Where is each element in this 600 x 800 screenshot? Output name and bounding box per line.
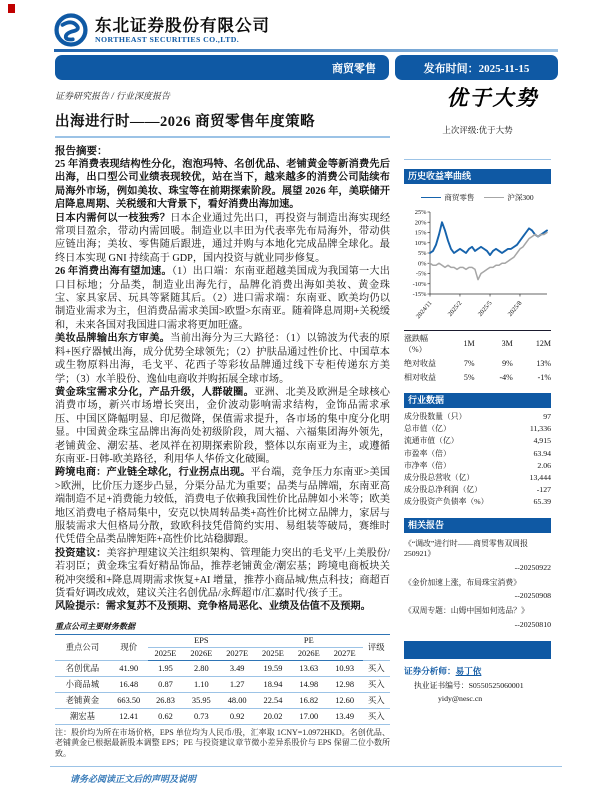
- section-banner-returns: 历史收益率曲线: [404, 169, 551, 184]
- legend-entry: 商贸零售: [421, 192, 474, 203]
- col-header: 2026E: [190, 649, 213, 659]
- svg-text:20%: 20%: [414, 219, 427, 227]
- last-rating: 上次评级:优于大势: [442, 125, 513, 135]
- chart-legend: [404, 192, 551, 203]
- svg-text:2025/2: 2025/2: [446, 299, 464, 318]
- col-header: 2025E: [154, 649, 177, 659]
- col-header: 2025E: [262, 649, 284, 659]
- main-column: [55, 110, 390, 760]
- related-report-link[interactable]: 《双周专题：山姆中国如何选品？》: [404, 606, 529, 616]
- list-item: 成分股总净利润（亿） -127: [404, 485, 551, 495]
- company-name-cn: 东北证券股份有限公司: [95, 15, 270, 35]
- legend-swatch: [421, 197, 441, 198]
- svg-text:-5%: -5%: [415, 270, 427, 278]
- analyst-name-link[interactable]: 易丁依: [455, 665, 482, 676]
- brand: [54, 13, 270, 47]
- publish-date-label: 发布时间：2025-11-15: [423, 62, 530, 75]
- table-note: 注：股价均为所在市场价格，EPS 单位均为人民币/股，汇率取 1CNY=1.0972HKD。名创优品、老铺黄金已根据最新股本调整 EPS；PE 与投资建议章节微小差异系股价与 EPS 保留二位小数所致。: [55, 727, 390, 758]
- col-header: 现价: [110, 634, 148, 660]
- related-report: [404, 578, 551, 601]
- corner-mark: [8, 4, 15, 13]
- list-item: 总市值（亿） 11,336: [404, 424, 551, 434]
- col-header: 2027E: [333, 649, 356, 659]
- col-group-pe: PE: [255, 634, 362, 647]
- breadcrumb: 证券研究报告 / 行业深度报告: [55, 91, 171, 101]
- list-item: 成分股数量（只） 97: [404, 412, 551, 421]
- table-row: 潮宏基 12.41 0.62 0.73 0.92 20.02 17.00 13.49 买入: [55, 708, 390, 724]
- company-name-en: NORTHEAST SECURITIES CO.,LTD.: [95, 34, 240, 44]
- summary-paragraph: 投资建议：美容护理建议关注组织架构、管理能力突出的毛戈平/上美股份/若羽臣；黄金珠宝看好精品饰品，推荐老铺黄金/潮宏基；跨境电商板块关税冲突缓和+降息周期需求恢复+AI 增量，推荐小商品城/焦点科技；商超百货看好调改成效，建议关注名创优品/永辉超市/汇嘉时代/孩子王。: [55, 547, 390, 599]
- list-item: 成分股资产负债率（%） 65.39: [404, 497, 551, 507]
- related-report-date: --20250908: [514, 591, 551, 601]
- sidebar-divider: [404, 159, 551, 160]
- related-report-link[interactable]: 《金价加速上涨，布局珠宝消费》: [404, 577, 521, 587]
- table-row: 小商品城 16.48 0.87 1.10 1.27 18.94 14.98 12.98 买入: [55, 676, 390, 692]
- list-item: 市净率（倍） 2.06: [404, 460, 551, 470]
- col-group-eps: EPS: [148, 634, 255, 647]
- col-header: 评级: [363, 634, 390, 660]
- rating-badge: 优于大势: [446, 86, 539, 110]
- section-banner-analyst: [404, 641, 551, 659]
- svg-text:-15%: -15%: [412, 291, 427, 299]
- related-report: [404, 539, 551, 572]
- table-row: 名创优品 41.90 1.95 2.80 3.49 19.59 13.63 10.93 买入: [55, 660, 390, 676]
- summary-paragraph: 日本内需何以一枝独秀？日本企业通过先出口，再投资与制造出海实现经常项目盈余，带动内需回暖。制造业以丰田为代表率先布局海外，带动供应链出海；美妆、零售随后跟进，通过并购与本地化完成品牌全球化。最终日本实现 GNI 持续高于 GDP，国内投资与就业同步修复。: [55, 212, 391, 264]
- analyst-name-line: 证券分析师：易丁依: [404, 665, 482, 676]
- svg-text:5%: 5%: [417, 250, 427, 258]
- footer-divider: [50, 766, 562, 767]
- svg-text:2025/5: 2025/5: [476, 299, 494, 318]
- list-item: 流通市值（亿） 4,915: [404, 436, 551, 446]
- svg-text:2024/11: 2024/11: [414, 299, 434, 321]
- table-row: 老铺黄金 663.50 26.83 35.95 48.00 22.54 16.82 12.60 买入: [55, 692, 390, 708]
- summary-label: 报告摘要：: [55, 146, 108, 157]
- industry-tag-pill: [55, 55, 389, 80]
- related-report-link[interactable]: 《“调改”进行时——商贸零售双周报 250921》: [404, 538, 528, 559]
- svg-text:15%: 15%: [414, 229, 427, 237]
- col-header: 2026E: [297, 649, 320, 659]
- summary-paragraph: 25 年消费表现结构性分化，泡泡玛特、名创优品、老铺黄金等新消费先后出海，出口型公司业绩表现较优，站在当下，越来越多的消费公司陆续布局海外市场，例如美妆、珠宝等在前期探索阶段。展望 2026 年，美联储开启降息周期、关税缓和大背景下，看好消费出海加速。: [55, 159, 390, 211]
- performance-table: 涨跌幅（%） 1M 3M 12M 绝对收益 7% 9% 13% 相对收益 5% -4% -1%: [404, 330, 551, 384]
- summary-paragraph: 26 年消费出海有望加速。（1）出口端：东南亚超越美国成为我国第一大出口目标地；分品类，制造业出海先行，品牌化消费出海如美妆、黄金珠宝、家具家居、玩具等紧随其后。（2）进口需求端：东南亚、欧美均仍以制造业需求为主，但消费品需求美国>欧盟>东南亚。随着降息周期+关税缓和，未来各国对我国进口需求将更加旺盛。: [55, 266, 390, 331]
- analyst-license: 执业证书编号：S0550525060001: [414, 680, 524, 690]
- table-row: 绝对收益 7% 9% 13%: [404, 358, 551, 368]
- publish-date-pill: [395, 55, 558, 80]
- svg-text:0%: 0%: [417, 260, 427, 268]
- svg-text:25%: 25%: [414, 209, 427, 217]
- list-item: 市盈率（倍） 63.94: [404, 448, 551, 458]
- section-banner-industry-data: 行业数据: [404, 393, 551, 408]
- svg-text:2025/8: 2025/8: [506, 299, 524, 318]
- related-report-date: --20250810: [514, 619, 551, 629]
- page-title: 出海进行时——2026 商贸零售年度策略: [55, 110, 390, 138]
- related-report-date: --20250922: [514, 562, 551, 572]
- section-banner-related-reports: 相关报告: [404, 518, 551, 533]
- summary-paragraph: 美妆品牌输出东方审美。当前出海分为三大路径：（1）以锦波为代表的原料+医疗器械出海，成分优势全球领先；（2）护肤品通过性价比、中国草本或生物原料出海，毛戈平、花西子等彩妆品牌通过线下专柜传递东方美学；（3）水羊股份、逸仙电商收并购拓展全球市场。: [55, 333, 390, 385]
- svg-text:10%: 10%: [414, 239, 427, 247]
- company-logo-icon: [54, 13, 88, 47]
- industry-tag-label: 商贸零售: [332, 62, 376, 75]
- sidebar: [404, 120, 551, 703]
- svg-text:-10%: -10%: [412, 280, 427, 288]
- table-row: 相对收益 5% -4% -1%: [404, 372, 551, 382]
- legend-swatch: [484, 197, 504, 198]
- list-item: 成分股总营收（亿） 13,444: [404, 473, 551, 483]
- returns-line-chart: [404, 206, 551, 324]
- key-companies-table: [55, 634, 390, 725]
- risk-warning: 风险提示：需求复苏不及预期、竞争格局恶化、业绩及估值不及预期。: [55, 601, 371, 613]
- col-header: 重点公司: [55, 634, 110, 660]
- header-divider: [54, 49, 558, 52]
- industry-data-list: [404, 411, 551, 509]
- col-header: 2027E: [226, 649, 249, 659]
- footer-disclaimer: 请务必阅读正文后的声明及说明: [70, 774, 197, 784]
- table-caption: 重点公司主要财务数据: [55, 621, 135, 631]
- legend-entry: 沪深300: [484, 192, 533, 203]
- summary-paragraph: 跨境电商：产业链全球化，行业拐点出现。平台端，竞争压力东南亚>美国>欧洲，比价压力逐步凸显，分渠分品尤为重要；品类与品牌端，东南亚高端制造不足+消费能力较低，消费电子依赖我国性价比品牌如小米等；欧美地区消费电子格局集中，安克以快周转品类+高性价比树立品牌力，家居与服装需求大但格局分散，致欧科技凭借简约实用、易组装等破局，赛维时代凭借全品类品牌矩阵+高性价比站稳脚跟。: [55, 467, 391, 546]
- summary-paragraph: 黄金珠宝需求分化，产品升级，人群破圈。亚洲、北美及欧洲是全球核心消费市场，新兴市场增长突出，金价波动影响需求结构，金饰品需求承压、中国区降幅明显、印尼微降，保值需求提升，各市场的集中度分化明显。中国黄金珠宝品牌出海尚处初级阶段，周大福、六福集团海外领先，老铺黄金、潮宏基、老凤祥在初期探索阶段，整体以东南亚为主，或遵循东南亚-日韩-欧美路径，利用华人华侨文化破圈。: [55, 386, 390, 465]
- analyst-email[interactable]: yidy@nesc.cn: [438, 693, 483, 703]
- related-report: [404, 606, 551, 629]
